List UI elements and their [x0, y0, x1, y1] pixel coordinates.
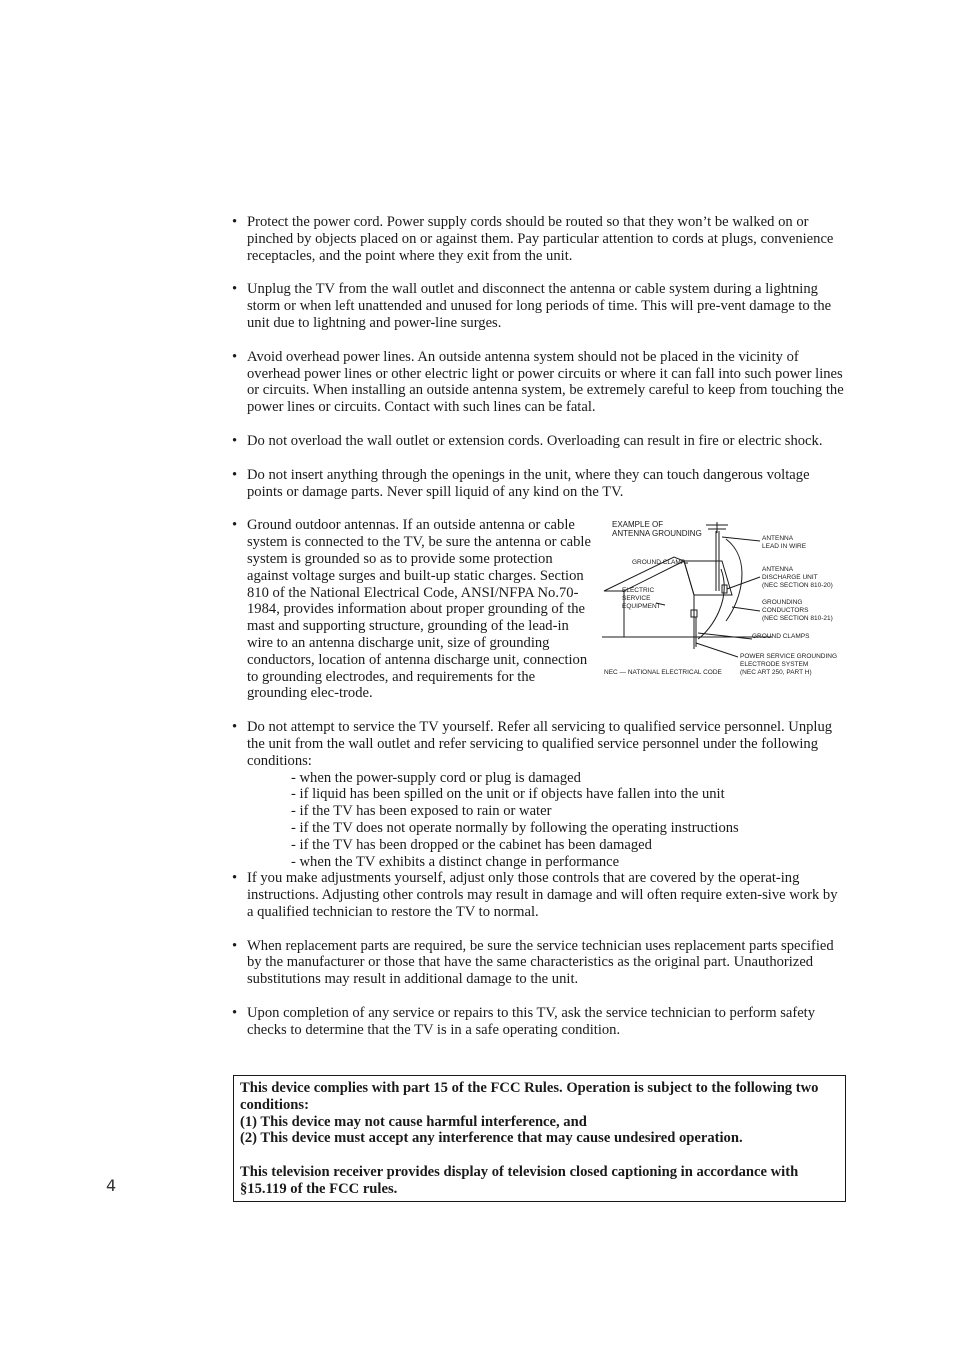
label-power-service: POWER SERVICE GROUNDING ELECTRODE SYSTEM (NEC ART 250, PART H)	[740, 653, 838, 677]
label-ground-clamps: GROUND CLAMPS	[752, 633, 810, 641]
diagram-title: EXAMPLE OF ANTENNA GROUNDING	[612, 520, 702, 539]
fcc-condition-1: (1) This device may not cause harmful interference, and	[240, 1113, 587, 1130]
label-electric-service: ELECTRIC SERVICE EQUIPMENT	[622, 587, 661, 611]
fcc-compliance: This device complies with part 15 of the FCC Rules. Operation is subject to the following two conditions:	[240, 1080, 819, 1113]
bullet-adjustments: • If you make adjustments yourself, adjust only those controls that are covered by the operat-ing instructions. Adjusting other controls may result in damage and will often require exten-sive work by a qualified technician to restore the TV to normal.	[232, 870, 838, 920]
bullet-replacement-parts: • When replacement parts are required, be sure the service technician uses replacement parts specified by the manufacturer or those that have the same characteristics as the original part. Unauthorized substitutions may result in additional damage to the unit.	[232, 937, 834, 988]
bullet-overload: • Do not overload the wall outlet or extension cords. Overloading can result in fire or electric shock.	[232, 432, 823, 449]
fcc-captioning: This television receiver provides display of television closed captioning in accordance with §15.119 of the FCC rules.	[240, 1163, 799, 1197]
bullet-ground-antennas: • Ground outdoor antennas. If an outside antenna or cable system is connected to the TV, be sure the antenna or cable system is grounded so as to provide some protection against voltage surges and built-up static charges. Section 810 of the National Electrical Code, ANSI/NFPA No.70-1984, provides information about proper grounding of the mast and supporting structure, grounding of the lead-in wire to an antenna discharge unit, size of grounding conductors, location of antenna discharge unit, connection to grounding electrodes, and requirements for the grounding elec-trode.	[232, 517, 591, 702]
condition-item: - when the TV exhibits a distinct change in performance	[291, 853, 620, 870]
condition-item: - if the TV has been exposed to rain or water	[291, 803, 552, 820]
label-discharge-unit: ANTENNA DISCHARGE UNIT (NEC SECTION 810-20)	[762, 566, 833, 590]
bullet-unplug-lightning: • Unplug the TV from the wall outlet and disconnect the antenna or cable system during a lightning storm or when left unattended and unused for long periods of time. This will pre-vent damage to the unit due to lightning and power-line surges.	[232, 281, 832, 331]
bullet-service: • Do not attempt to service the TV yourself. Refer all servicing to qualified service personnel. Unplug the unit from the wall outlet and refer servicing to qualified service personnel under the following conditions:	[232, 719, 833, 769]
label-grounding-conductors: GROUNDING CONDUCTORS (NEC SECTION 810-21)	[762, 599, 833, 623]
fcc-spacer	[240, 1147, 839, 1164]
label-nec: NEC — NATIONAL ELECTRICAL CODE	[604, 669, 722, 677]
condition-item: - when the power-supply cord or plug is damaged	[291, 769, 581, 786]
fcc-condition-2: (2) This device must accept any interference that may cause undesired operation.	[240, 1130, 743, 1147]
service-conditions	[229, 770, 844, 871]
condition-item: - if the TV does not operate normally by following the operating instructions	[291, 819, 739, 836]
diagram-labels	[602, 519, 847, 684]
bullet-openings: • Do not insert anything through the openings in the unit, where they can touch dangerous voltage points or damage parts. Never spill liquid of any kind on the TV.	[232, 466, 810, 500]
bullet-safety-checks: • Upon completion of any service or repairs to this TV, ask the service technician to perform safety checks to determine that the TV is in a safe operating condition.	[232, 1005, 816, 1038]
grounding-section	[229, 517, 844, 702]
safety-instructions	[229, 214, 844, 1056]
page-number: 4	[106, 1176, 117, 1195]
label-ground-clamp: GROUND CLAMP	[632, 559, 686, 567]
label-lead-in-wire: ANTENNA LEAD IN WIRE	[762, 535, 807, 551]
condition-item: - if liquid has been spilled on the unit or if objects have fallen into the unit	[291, 786, 725, 803]
bullet-power-lines: • Avoid overhead power lines. An outside antenna system should not be placed in the vicinity of overhead power lines or other electric light or power circuits or where it can fall into such power lines or circuits. When installing an outside antenna system, be extremely careful to keep from touching the power lines or circuits. Contact with such lines can be fatal.	[232, 348, 844, 416]
antenna-grounding-diagram	[602, 519, 847, 684]
fcc-notice	[233, 1075, 846, 1202]
bullet-power-cord: • Protect the power cord. Power supply cords should be routed so that they won’t be walked on or pinched by objects placed on or against them. Pay particular attention to cords at plugs, convenience receptacles, and the point where they exit from the unit.	[232, 214, 834, 264]
condition-item: - if the TV has been dropped or the cabinet has been damaged	[291, 836, 652, 853]
